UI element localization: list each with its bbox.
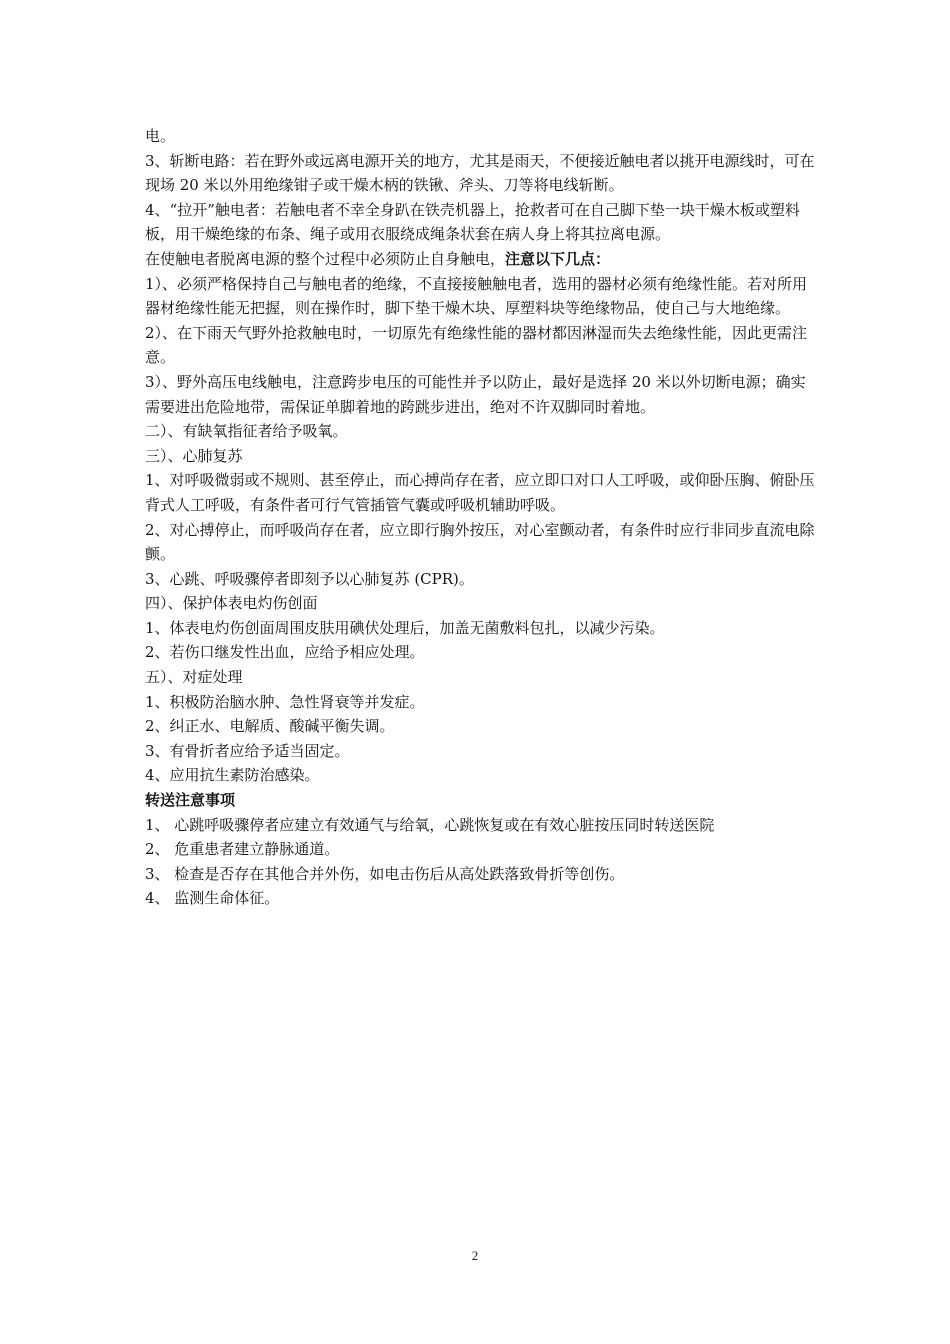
transfer-item: 2、 危重患者建立静脉通道。 [145,840,340,859]
paragraph: 2、若伤口继发性出血，应给予相应处理。 [145,643,425,662]
section-heading: 四）、保护体表电灼伤创面 [145,594,318,613]
transfer-heading: 转送注意事项 [145,791,236,810]
transfer-item: 3、 检查是否存在其他合并外伤，如电击伤后从高处跌落致骨折等创伤。 [145,864,625,883]
section-heading: 三）、心肺复苏 [145,446,243,465]
section-heading: 五）、对症处理 [145,668,243,687]
paragraph [145,247,820,272]
transfer-item: 1、 心跳呼吸骤停者应建立有效通气与给氧，心跳恢复或在有效心脏按压同时转送医院 [145,815,715,834]
paragraph-bold-text: 注意以下几点： [505,249,611,268]
paragraph: 4、“拉开”触电者：若触电者不幸全身趴在铁壳机器上，抢救者可在自己脚下垫一块干燥木板或塑料板，用干燥绝缘的布条、绳子或用衣服绕成绳条状套在病人身上将其拉离电源。 [145,200,800,244]
paragraph: 3）、野外高压电线触电，注意跨步电压的可能性并予以防止，最好是选择 20 米以外切断电源；确实需要进出危险地带，需保证单脚着地的跨跳步进出，绝对不许双脚同时着地。 [145,372,806,416]
paragraph: 3、有骨折者应给予适当固定。 [145,741,350,760]
paragraph: 2、纠正水、电解质、酸碱平衡失调。 [145,717,395,736]
document-body [145,124,820,911]
paragraph: 4、应用抗生素防治感染。 [145,766,320,785]
transfer-item: 4、 监测生命体征。 [145,889,280,908]
paragraph: 2）、在下雨天气野外抢救触电时，一切原先有绝缘性能的器材都因淋湿而失去绝缘性能，因此更需注意。 [145,323,808,367]
paragraph: 1、积极防治脑水肿、急性肾衰等并发症。 [145,692,425,711]
section-heading: 二）、有缺氧指征者给予吸氧。 [145,422,348,441]
paragraph-text: 在使触电者脱离电源的整个过程中必须防止自身触电， [145,249,506,268]
paragraph: 2、对心搏停止，而呼吸尚存在者，应立即行胸外按压，对心室颤动者，有条件时应行非同步直流电除颤。 [145,520,815,564]
paragraph: 3、心跳、呼吸骤停者即刻予以心肺复苏 (CPR)。 [145,569,474,588]
paragraph: 1）、必须严格保持自己与触电者的绝缘，不直接接触触电者，选用的器材必须有绝缘性能。若对所用器材绝缘性能无把握，则在操作时，脚下垫干燥木块、厚塑料块等绝缘物品，使自己与大地绝缘。 [145,274,808,318]
paragraph: 1、对呼吸微弱或不规则、甚至停止，而心搏尚存在者，应立即口对口人工呼吸，或仰卧压胸、俯卧压背式人工呼吸，有条件者可行气管插管气囊或呼吸机辅助呼吸。 [145,471,815,514]
paragraph: 3、斩断电路：若在野外或远离电源开关的地方，尤其是雨天，不便接近触电者以挑开电源线时，可在现场 20 米以外用绝缘钳子或干燥木柄的铁锹、斧头、刀等将电线斩断。 [145,151,815,195]
paragraph: 1、体表电灼伤创面周围皮肤用碘伏处理后，加盖无菌敷料包扎，以减少污染。 [145,618,665,637]
paragraph: 电。 [145,127,176,145]
page-number: 2 [471,1248,479,1263]
